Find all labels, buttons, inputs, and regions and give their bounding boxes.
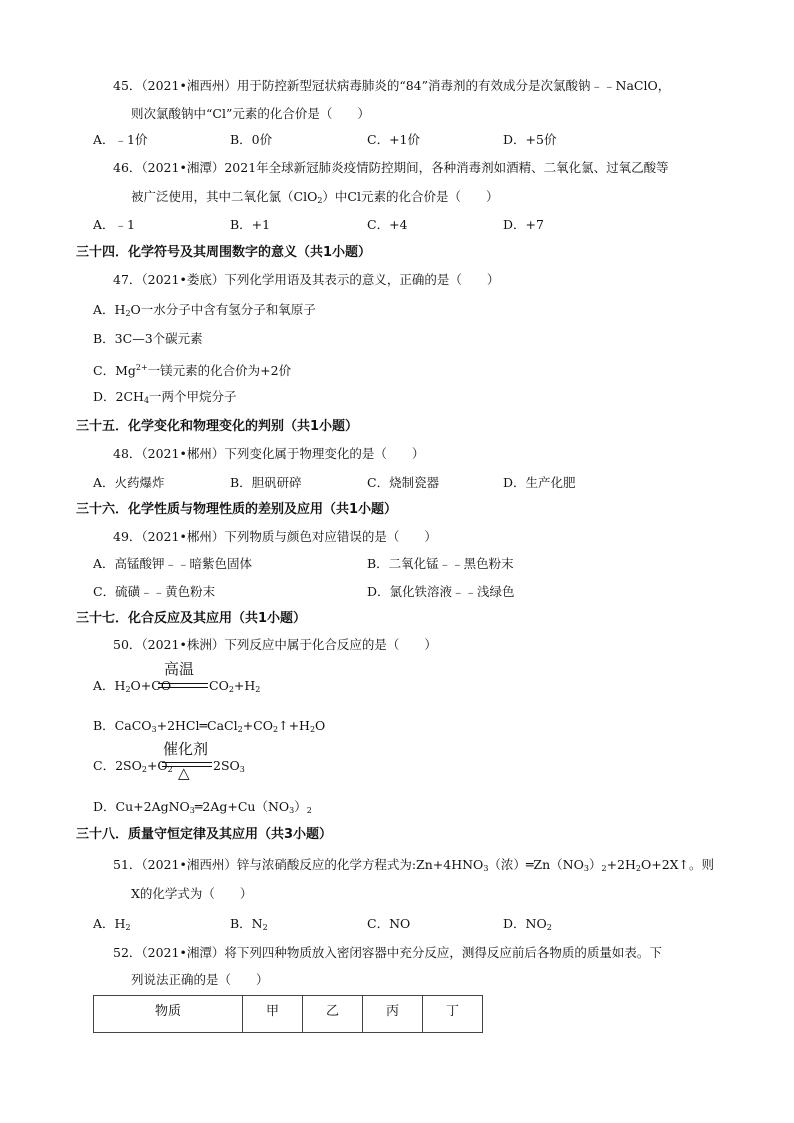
q45-stem-line2: 则次氯酸钠中“Cl”元素的化合价是（ ）	[131, 106, 370, 121]
section-heading-34: 三十四．化学符号及其周围数字的意义（共1小题）	[76, 245, 372, 260]
heat-triangle-icon: △	[178, 764, 190, 782]
table-header-cell: 丁	[423, 996, 483, 1033]
q45-option-b[interactable]: B．0价	[230, 132, 273, 147]
q52-mass-table	[93, 995, 483, 1033]
q46-stem-line2: 被广泛使用，其中二氧化氯（ClO$_2$）中Cl元素的化合价是（ ）	[131, 189, 499, 205]
q51-option-b[interactable]: B．$N_2$	[230, 916, 268, 932]
q46-stem-line1: 46．（2021•湘潭）2021年全球新冠肺炎疫情防控期间，各种消毒剂如酒精、二氧化氯、过氧乙酸等	[113, 160, 669, 175]
q50-option-a-reactants: A．$H_2O+CO$	[93, 678, 172, 694]
q51-option-d[interactable]: D．$NO_2$	[503, 916, 552, 932]
q49-option-d[interactable]: D．氯化铁溶液﹣﹣浅绿色	[367, 584, 515, 599]
q48-option-d[interactable]: D．生产化肥	[503, 475, 576, 490]
q45-option-d[interactable]: D．+5价	[503, 132, 557, 147]
section-heading-36: 三十六．化学性质与物理性质的差别及应用（共1小题）	[76, 502, 398, 517]
table-header-cell: 物质	[94, 996, 243, 1033]
q47-stem: 47．（2021•娄底）下列化学用语及其表示的意义，正确的是（ ）	[113, 272, 500, 287]
q48-option-b[interactable]: B．胆矾研碎	[230, 475, 302, 490]
q47-option-b[interactable]: B．3C—3个碳元素	[93, 331, 203, 346]
q50-option-a-condition: 高温	[164, 660, 195, 678]
q46-option-d[interactable]: D．+7	[503, 217, 544, 232]
q50-option-b[interactable]: B．$CaCO_3+2HCl═CaCl_2+CO_2↑+H_2O$	[93, 718, 326, 734]
q48-option-c[interactable]: C．烧制瓷器	[367, 475, 440, 490]
q45-option-c[interactable]: C．+1价	[367, 132, 420, 147]
section-heading-37: 三十七．化合反应及其应用（共1小题）	[76, 611, 307, 626]
q45-option-a[interactable]: A．﹣1价	[93, 132, 148, 147]
q51-stem-line1: 51．（2021•湘西州）锌与浓硝酸反应的化学方程式为$:Zn+4HNO_3$（浓）$═Zn(NO_3)_2+2H_2O+2X↑$。则	[113, 857, 715, 873]
q50-option-d[interactable]: D．$Cu+2AgNO_3═2Ag+Cu(NO_3)_2$	[93, 799, 312, 815]
q50-stem: 50．（2021•株洲）下列反应中属于化合反应的是（ ）	[113, 637, 437, 652]
q46-option-b[interactable]: B．+1	[230, 217, 271, 232]
q46-option-c[interactable]: C．+4	[367, 217, 408, 232]
q51-option-a[interactable]: A．$H_2$	[93, 916, 131, 932]
q47-option-d[interactable]: D．$2CH_4$一两个甲烷分子	[93, 389, 237, 405]
q50-option-c-products: $2SO_3$	[213, 758, 245, 774]
section-heading-35: 三十五．化学变化和物理变化的判别（共1小题）	[76, 419, 359, 434]
table-header-row	[94, 996, 483, 1033]
q46-option-a[interactable]: A．﹣1	[93, 217, 135, 232]
q48-stem: 48．（2021•郴州）下列变化属于物理变化的是（ ）	[113, 446, 425, 461]
q52-stem-line2: 列说法正确的是（ ）	[131, 972, 269, 987]
section-heading-38: 三十八．质量守恒定律及其应用（共3小题）	[76, 827, 333, 842]
q47-option-c[interactable]: C．$Mg^{2+}$一镁元素的化合价为+2价	[93, 363, 292, 378]
q49-stem: 49．（2021•郴州）下列物质与颜色对应错误的是（ ）	[113, 529, 437, 544]
equals-double-line	[158, 683, 208, 688]
q49-option-a[interactable]: A．高锰酸钾﹣﹣暗紫色固体	[93, 556, 253, 571]
q52-stem-line1: 52．（2021•湘潭）将下列四种物质放入密闭容器中充分反应，测得反应前后各物质的质量如表。下	[113, 945, 662, 960]
q51-option-c[interactable]: C．NO	[367, 916, 411, 931]
table-header-cell: 乙	[303, 996, 363, 1033]
q49-option-c[interactable]: C．硫磺﹣﹣黄色粉末	[93, 584, 216, 599]
q50-option-c-catalyst: 催化剂	[163, 740, 209, 758]
q45-stem-line1: 45．（2021•湘西州）用于防控新型冠状病毒肺炎的“84”消毒剂的有效成分是次氯酸钠﹣﹣NaClO，	[113, 78, 671, 93]
q50-option-c-reactants: C．$2SO_2+O_2$	[93, 758, 173, 774]
q51-stem-line2: X的化学式为（ ）	[131, 886, 253, 901]
table-header-cell: 甲	[243, 996, 303, 1033]
q47-option-a[interactable]: A．$H_2O$一水分子中含有氢分子和氧原子	[93, 302, 316, 318]
table-header-cell: 丙	[363, 996, 423, 1033]
q49-option-b[interactable]: B．二氧化锰﹣﹣黑色粉末	[367, 556, 514, 571]
q50-option-a-products: $CO_2+H_2$	[209, 678, 261, 694]
q48-option-a[interactable]: A．火药爆炸	[93, 475, 165, 490]
